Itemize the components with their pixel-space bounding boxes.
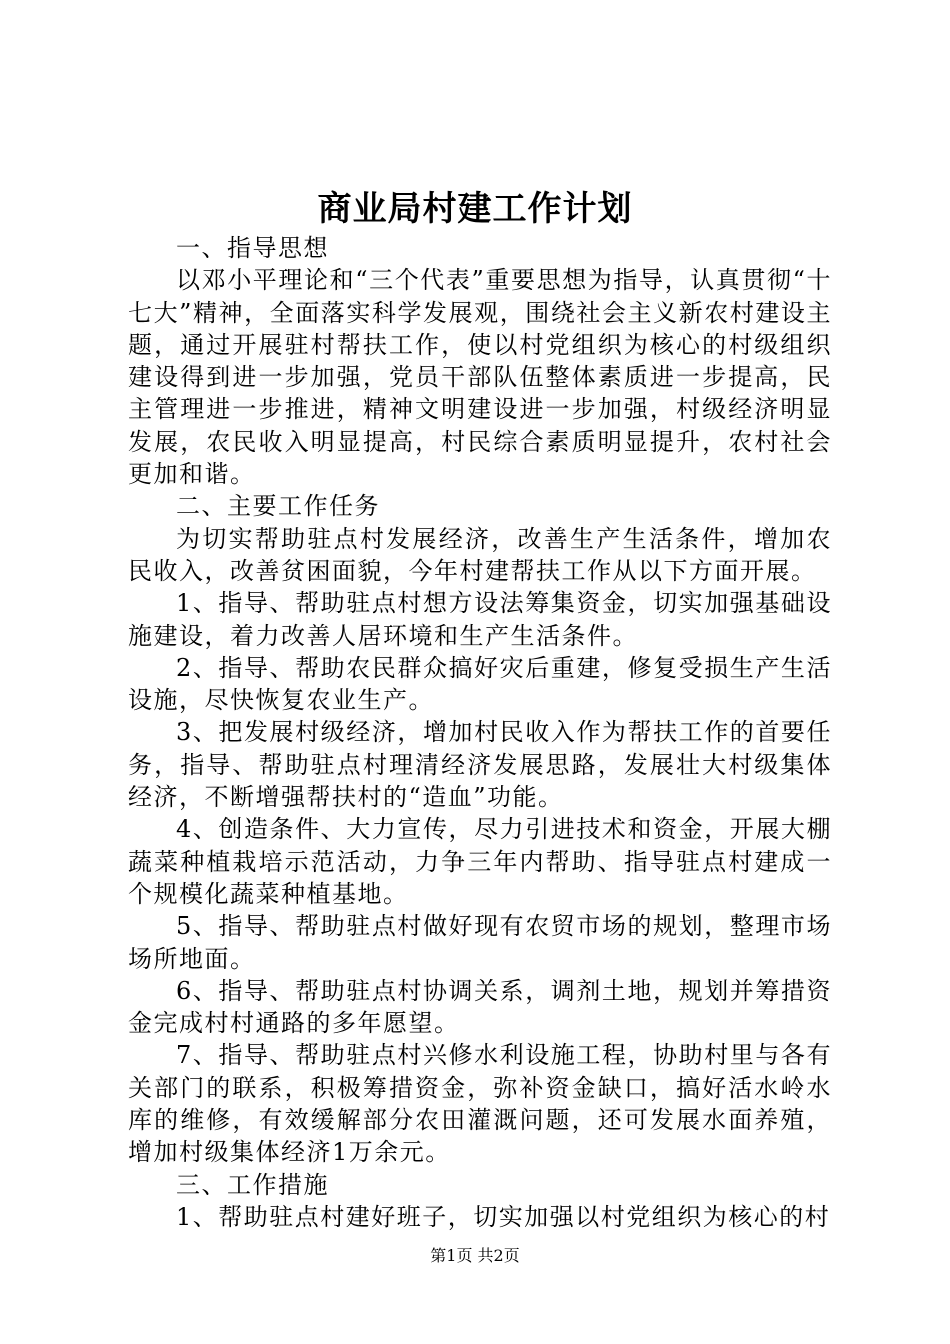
document-title: 商业局村建工作计划 (317, 189, 633, 229)
task-item-3: 3、把发展村级经济，增加村民收入作为帮扶工作的首要任务，指导、帮助驻点村理清经济发展思路，发展壮大村级集体经济，不断增强帮扶村的“造血”功能。 (128, 718, 832, 812)
document-body (128, 232, 832, 1233)
section-heading-main-tasks: 二、主要工作任务 (176, 492, 380, 521)
section-heading-guiding-ideology: 一、指导思想 (176, 234, 329, 262)
measure-item-1: 1、帮助驻点村建好班子，切实加强以村党组织为核心的村 (176, 1202, 831, 1231)
task-item-2: 2、指导、帮助农民群众搞好灾后重建，修复受损生产生活设施，尽快恢复农业生产。 (128, 653, 832, 715)
paragraph-main-tasks-intro: 为切实帮助驻点村发展经济，改善生产生活条件，增加农民收入，改善贫困面貌，今年村建帮扶工作从以下方面开展。 (128, 524, 832, 585)
task-item-6: 6、指导、帮助驻点村协调关系，调剂土地，规划并筹措资金完成村村通路的多年愿望。 (128, 976, 832, 1038)
task-item-5: 5、指导、帮助驻点村做好现有农贸市场的规划，整理市场场所地面。 (128, 912, 832, 973)
task-item-7: 7、指导、帮助驻点村兴修水利设施工程，协助村里与各有关部门的联系，积极筹措资金，弥补资金缺口，搞好活水岭水库的维修，有效缓解部分农田灌溉问题，还可发展水面养殖，增加村级集体经济1万余元。 (128, 1041, 832, 1167)
section-heading-work-measures: 三、工作措施 (176, 1170, 329, 1199)
paragraph-guiding-ideology: 以邓小平理论和“三个代表”重要思想为指导，认真贯彻“十七大”精神，全面落实科学发展观，围绕社会主义新农村建设主题，通过开展驻村帮扶工作，使以村党组织为核心的村级组织建设得到进一步加强，党员干部队伍整体素质进一步提高，民主管理进一步推进，精神文明建设进一步加强，村级经济明显发展，农民收入明显提高，村民综合素质明显提升，农村社会更加和谐。 (128, 266, 832, 489)
page-footer: 第1页 共2页 (430, 1246, 520, 1265)
task-item-1: 1、指导、帮助驻点村想方设法筹集资金，切实加强基础设施建设，着力改善人居环境和生产生活条件。 (128, 589, 832, 650)
task-item-4: 4、创造条件、大力宣传，尽力引进技术和资金，开展大棚蔬菜种植栽培示范活动，力争三年内帮助、指导驻点村建成一个规模化蔬菜种植基地。 (128, 815, 832, 908)
